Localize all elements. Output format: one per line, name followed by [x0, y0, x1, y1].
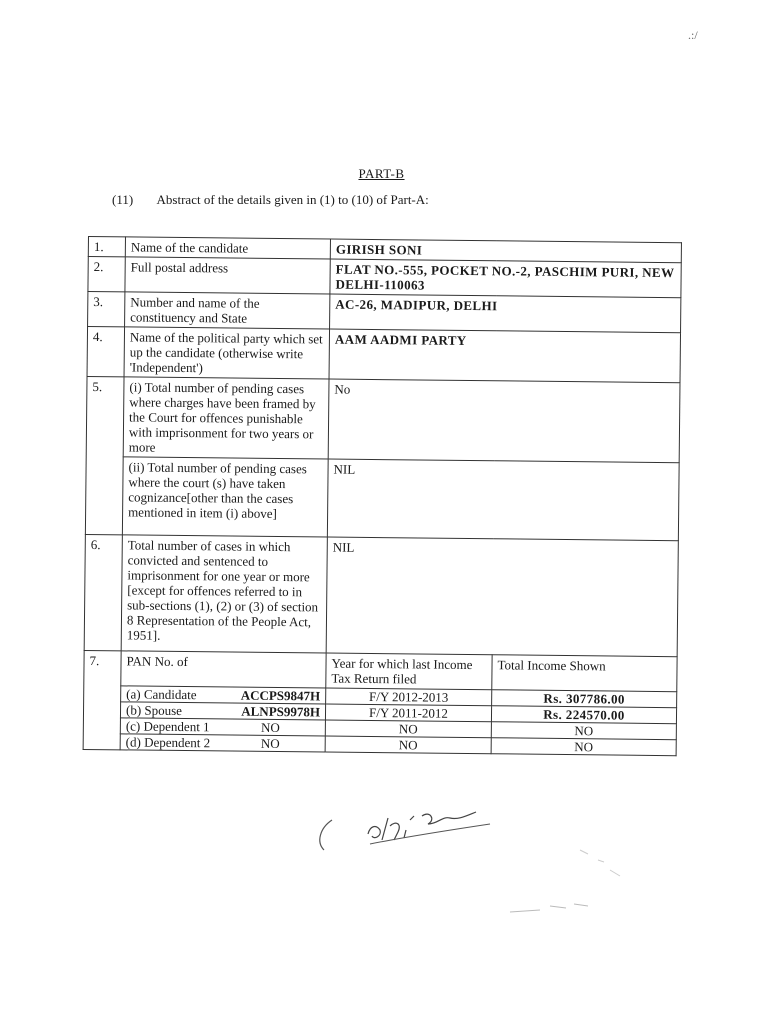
row-label: Total number of cases in which convicted and sentenced to imprisonment for one year or more [except for offences referred to in sub-sections (1), (2) or (3) of section 8 Representation of the People Act, 1951]. [121, 535, 327, 653]
row-label: Full postal address [125, 257, 330, 294]
table-row [86, 376, 680, 462]
row-label: PAN No. of [121, 651, 326, 688]
row-number: 3. [88, 292, 125, 327]
pan-cell [120, 702, 325, 720]
table-row [84, 534, 678, 656]
pan-cell [121, 686, 326, 704]
row-number: 5. [85, 376, 124, 534]
col-header-income: Total Income Shown [492, 655, 677, 692]
itr-year: F/Y 2012-2013 [326, 688, 492, 706]
itr-year: F/Y 2011-2012 [325, 704, 491, 722]
table-row [87, 327, 680, 383]
page-title: PART-B [358, 166, 405, 181]
pan-cell [120, 718, 325, 736]
row-label: Name of the political party which set up the candidate (otherwise write 'Independent') [124, 327, 330, 379]
row-number: 7. [83, 650, 121, 749]
row-number: 4. [87, 327, 125, 377]
income-shown: NO [491, 722, 676, 740]
row-label: Name of the candidate [125, 237, 330, 259]
income-shown: Rs. 307786.00 [492, 690, 677, 708]
abstract-table [83, 236, 682, 756]
pan-owner: (c) Dependent 1 [125, 718, 210, 735]
row-number: 6. [84, 534, 122, 650]
row-number: 1. [88, 237, 125, 257]
pan-number: NO [261, 719, 280, 736]
income-shown: Rs. 224570.00 [491, 706, 676, 724]
pending-cases-framed: No [328, 379, 680, 463]
constituency: AC-26, MADIPUR, DELHI [330, 294, 681, 333]
row-label: (ii) Total number of pending cases where the court (s) have taken cognizance[other than the cases mentioned in item (i) above] [122, 457, 328, 537]
pan-cell [120, 734, 325, 752]
row-number: 2. [88, 257, 125, 292]
pending-cases-cognizance: NIL [327, 459, 679, 541]
pan-number: ALNPS9978H [241, 703, 321, 720]
faint-stamp [470, 840, 650, 940]
income-shown: NO [491, 738, 676, 756]
col-header-year: Year for which last Income Tax Return filed [326, 653, 492, 690]
pan-number: ACCPS9847H [240, 687, 321, 704]
postal-address: FLAT NO.-555, POCKET NO.-2, PASCHIM PURI, NEW DELHI-110063 [330, 259, 681, 298]
abstract-line [112, 192, 429, 208]
itr-year: NO [325, 720, 491, 738]
table-row [85, 456, 679, 540]
pan-owner: (d) Dependent 2 [125, 734, 211, 751]
page-number: .:/ [688, 28, 698, 42]
pan-number: NO [260, 735, 280, 752]
pan-owner: (a) Candidate [126, 686, 197, 703]
row-label: Number and name of the constituency and State [125, 292, 330, 329]
itr-year: NO [325, 736, 491, 754]
party-name: AAM AADMI PARTY [329, 329, 681, 383]
pan-owner: (b) Spouse [125, 702, 183, 719]
abstract-number: (11) [112, 192, 134, 207]
candidate-name: GIRISH SONI [330, 239, 681, 263]
convicted-cases: NIL [326, 537, 678, 657]
row-label: (i) Total number of pending cases where charges have been framed by the Court for offences punishable with imprisonment for two years or more [123, 377, 329, 459]
abstract-text: Abstract of the details given in (1) to (10) of Part-A: [156, 192, 429, 207]
